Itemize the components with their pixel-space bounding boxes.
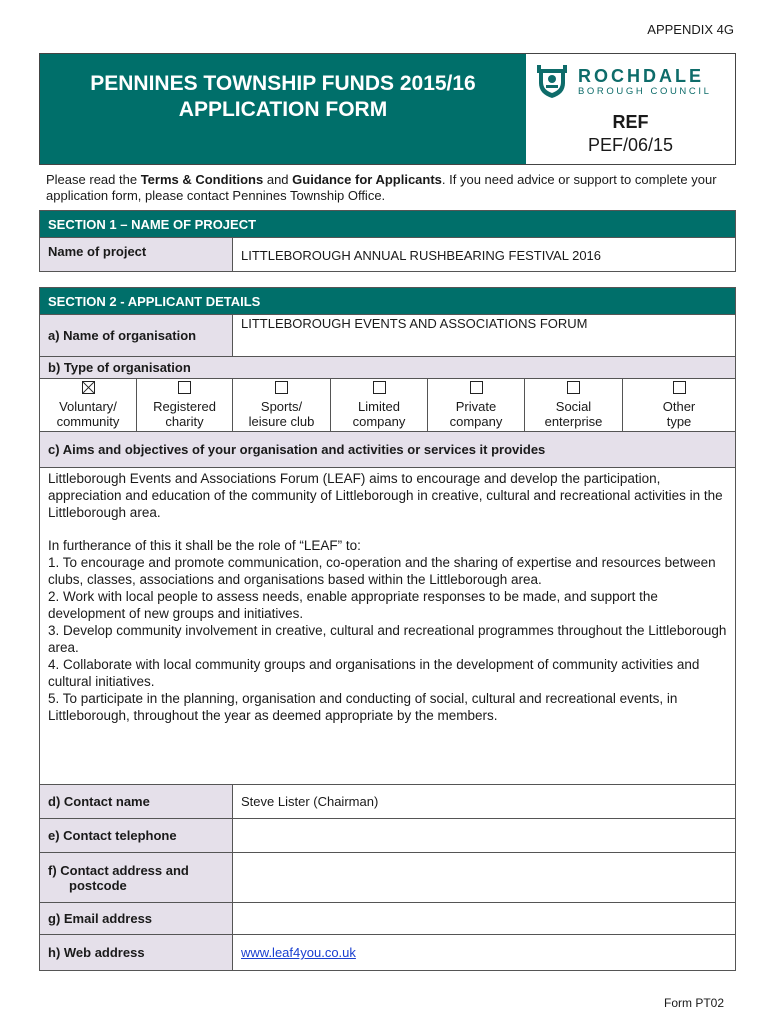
contact-telephone-label: e) Contact telephone <box>40 819 233 853</box>
checkbox-icon[interactable] <box>178 381 191 394</box>
logo-subtitle: BOROUGH COUNCIL <box>578 86 712 97</box>
logo-name: ROCHDALE <box>578 66 704 86</box>
header-right <box>526 54 735 164</box>
council-logo <box>526 54 735 104</box>
contact-address-field[interactable] <box>233 853 736 903</box>
title-box <box>40 54 526 164</box>
aims-field[interactable] <box>40 468 736 785</box>
intro-text: Please read the Terms & Conditions and Guidance for Applicants. If you need advice or support to complete your application form, please contact Pennines Township Office. <box>46 172 717 203</box>
aims-label: c) Aims and objectives of your organisation and activities or services it provides <box>40 432 736 468</box>
appendix-label: APPENDIX 4G <box>647 22 734 37</box>
form-code: Form PT02 <box>663 996 724 1010</box>
form-header <box>39 53 736 165</box>
section2-heading: SECTION 2 - APPLICANT DETAILS <box>40 288 736 315</box>
org-name-field[interactable]: LITTLEBOROUGH EVENTS AND ASSOCIATIONS FORUM <box>233 315 736 357</box>
web-address-link[interactable]: www.leaf4you.co.uk <box>241 945 356 960</box>
checkbox-icon[interactable] <box>373 381 386 394</box>
section1-heading: SECTION 1 – NAME OF PROJECT <box>40 211 736 238</box>
form-title-line1: PENNINES TOWNSHIP FUNDS 2015/16 <box>90 72 476 95</box>
contact-telephone-field[interactable] <box>233 819 736 853</box>
checkbox-icon[interactable] <box>82 381 95 394</box>
checkbox-icon[interactable] <box>470 381 483 394</box>
org-type-option[interactable]: Registered charity <box>137 379 233 432</box>
project-name-field[interactable]: LITTLEBOROUGH ANNUAL RUSHBEARING FESTIVAL 2016 <box>233 238 736 272</box>
org-type-options <box>40 379 736 432</box>
terms-conditions-text: Terms & Conditions <box>140 172 264 187</box>
email-label: g) Email address <box>40 903 233 935</box>
contact-name-label: d) Contact name <box>40 785 233 819</box>
org-name-label: a) Name of organisation <box>40 315 233 357</box>
aims-paragraph: Littleborough Events and Associations Forum (LEAF) aims to encourage and develop the participation, appreciation and education of the community of Littleborough in creative, cultural and recreational activities in the Littleborough area. <box>48 471 723 520</box>
org-type-option[interactable]: Private company <box>428 379 525 432</box>
org-type-option[interactable]: Sports/ leisure club <box>233 379 331 432</box>
org-type-label: b) Type of organisation <box>40 357 736 379</box>
form-title-line2: APPLICATION FORM <box>178 98 388 121</box>
aims-item: 3. Develop community involvement in creative, cultural and recreational programmes throughout the Littleborough area. <box>48 623 727 655</box>
web-address-label: h) Web address <box>40 935 233 971</box>
org-type-option[interactable]: Voluntary/ community <box>40 379 137 432</box>
aims-item: 5. To participate in the planning, organisation and conducting of social, cultural and recreational events, in Littleborough, throughout the year as deemed appropriate by the members. <box>48 691 678 723</box>
org-type-option[interactable]: Other type <box>623 379 736 432</box>
aims-item: 4. Collaborate with local community groups and organisations in the development of community activities and cultural initiatives. <box>48 657 700 689</box>
ref-label: REF <box>612 112 649 132</box>
ref-value: PEF/06/15 <box>587 135 674 155</box>
contact-address-label: f) Contact address and postcode <box>40 853 233 903</box>
checkbox-icon[interactable] <box>275 381 288 394</box>
crest-icon <box>536 65 568 99</box>
org-type-option[interactable]: Limited company <box>331 379 428 432</box>
checkbox-icon[interactable] <box>567 381 580 394</box>
org-type-option[interactable]: Social enterprise <box>525 379 623 432</box>
aims-item: 2. Work with local people to assess needs, enable appropriate responses to be made, and support the development of new groups and initiatives. <box>48 589 658 621</box>
checkbox-icon[interactable] <box>673 381 686 394</box>
aims-item: 1. To encourage and promote communication, co-operation and the sharing of expertise and resources between clubs, classes, associations and organisations based within the Littleborough area. <box>48 555 716 587</box>
aims-intro: In furtherance of this it shall be the role of “LEAF” to: <box>48 538 361 553</box>
contact-name-field[interactable]: Steve Lister (Chairman) <box>233 785 736 819</box>
guidance-text: Guidance for Applicants <box>292 172 442 187</box>
section2-table <box>39 287 736 971</box>
email-field[interactable] <box>233 903 736 935</box>
project-name-label: Name of project <box>40 238 233 272</box>
section1-table <box>39 210 736 272</box>
